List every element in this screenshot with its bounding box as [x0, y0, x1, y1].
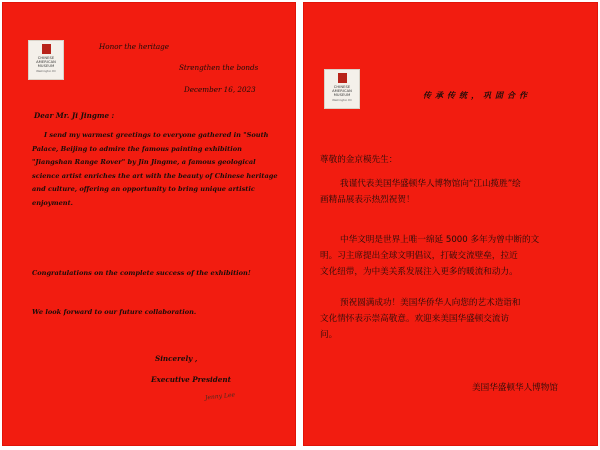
para-line: 文化情怀表示崇高敬意。欢迎来美国华盛顿交流访 — [320, 314, 510, 324]
para-line: 我谨代表美国华盛顿华人博物馆向“江山揽胜”绘 — [340, 179, 521, 189]
para-line: 中华文明是世界上唯一绵延 5000 多年为曾中断的文 — [340, 235, 540, 245]
body-line: Palace, Beijing to admire the famous painting exhibition — [32, 144, 242, 153]
chinese-motto: 传承传统，巩固合作 — [423, 90, 531, 100]
logo-text-2: AMERICAN — [36, 60, 56, 65]
seal-icon — [42, 44, 51, 54]
body-line: and culture, offering an opportunity to bring unique artistic — [32, 185, 255, 194]
para-line: 问。 — [320, 330, 338, 340]
museum-signoff: 美国华盛顿华人博物馆 — [472, 383, 558, 393]
future-collaboration-line: We look forward to our future collaboration. — [32, 308, 197, 316]
body-line: I send my warmest greetings to everyone gathered in "South — [44, 131, 269, 139]
logo-text-1: CHINESE — [333, 85, 351, 89]
logo-subtext: Washington DC — [332, 98, 352, 102]
salutation: Dear Mr. Ji Jingme : — [34, 111, 115, 120]
logo-text-2: AMERICAN — [332, 89, 352, 94]
motto-2: Strengthen the bonds — [179, 63, 259, 72]
motto-1: Honor the heritage — [99, 42, 169, 51]
logo-text-3: MUSEUM — [37, 64, 55, 69]
museum-logo — [28, 40, 64, 80]
museum-logo — [324, 69, 360, 109]
body-line: enjoyment. — [32, 198, 73, 207]
closing: Sincerely , — [155, 354, 198, 363]
paragraph-3 — [320, 295, 520, 343]
logo-text-3: MUSEUM — [333, 93, 351, 98]
para-line: 预祝圆满成功！美国华侨华人向您的艺术造诣和 — [340, 298, 521, 308]
seal-icon — [338, 73, 347, 83]
english-letter-page — [2, 2, 296, 446]
body-line: "Jiangshan Range Rover" by Jin Jingme, a famous geological — [32, 158, 256, 167]
letter-date: December 16, 2023 — [184, 85, 256, 94]
para-line: 明。习主席提出全球文明倡议，打破交流壁垒，拉近 — [320, 251, 518, 261]
para-line: 画精品展表示热烈祝贺！ — [320, 195, 415, 205]
salutation: 尊敬的金京模先生： — [320, 155, 398, 165]
handwritten-signature: Jenny Lee — [204, 391, 236, 402]
paragraph-1 — [320, 176, 521, 208]
letter-body — [32, 129, 278, 211]
signer-title: Executive President — [151, 375, 231, 384]
congratulations-line: Congratulations on the complete success of the exhibition! — [32, 269, 251, 277]
body-line: science artist enriches the art with the beauty of Chinese heritage — [32, 171, 278, 180]
logo-subtext: Washington DC — [36, 69, 56, 73]
paragraph-2 — [320, 232, 539, 280]
para-line: 文化纽带，为中美关系发展注入更多的暖流和动力。 — [320, 267, 518, 277]
chinese-letter-page — [303, 2, 598, 446]
logo-text-1: CHINESE — [37, 56, 55, 60]
